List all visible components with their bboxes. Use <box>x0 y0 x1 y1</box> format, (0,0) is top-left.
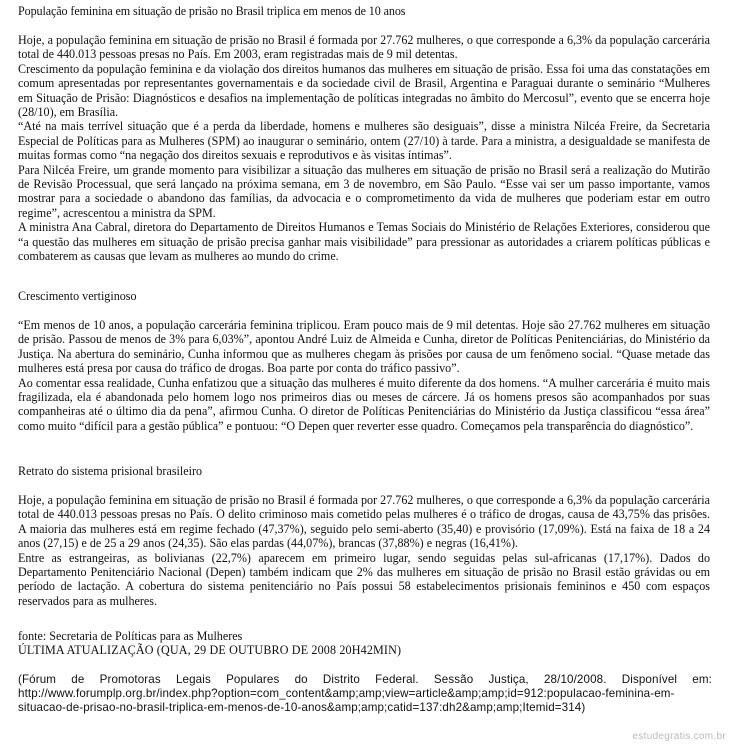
paragraph: “Em menos de 10 anos, a população carcerária feminina triplicou. Eram pouco mais de 9 mil detentas. Hoje são 27.762 mulheres em situação de prisão. Passou de menos de 3% para 6,03%”, apontou André Luiz de Almeida e Cunha, diretor de Políticas Penitenciárias, do Ministério da Justiça. Na abertura do seminário, Cunha informou que as mulheres chegam às prisões por causa de um fenômeno social. “Quase metade das mulheres está presa por causa do tráfico de drogas. Boa parte por conta do tráfico passivo”. <box>18 318 710 376</box>
paragraph: Entre as estrangeiras, as bolivianas (22,7%) aparecem em primeiro lugar, sendo seguidas pelas sul-africanas (17,17%). Dados do Departamento Penitenciário Nacional (Depen) também indicam que 2% das mulheres em situação de prisão no Brasil estão grávidas ou em período de lactação. A cobertura do sistema penitenciário no País possui 58 estabelecimentos prisionais femininos e 450 com espaços reservados para as mulheres. <box>18 550 710 608</box>
reference-text: (Fórum de Promotoras Legais Populares do Distrito Federal. Sessão Justiça, 28/10/2008. Disponível em: http://www.forumplp.org.br/index.php?option=com_content&amp;amp;view=article&amp;amp;id=912:populacao-feminina-em-situacao-de-prisao-no-brasil-triplica-em-menos-de-10-anos&amp;amp;catid=137:dh2&amp;amp;Itemid=314) <box>18 673 712 714</box>
paragraph: Para Nilcéa Freire, um grande momento para visibilizar a situação das mulheres em situação de prisão no Brasil será a realização do Mutirão de Revisão Processual, que será lançado na próxima semana, em 3 de novembro, em São Paulo. “Esse vai ser um passo importante, vamos mostrar para a sociedade o abandono das famílias, da advocacia e o comprometimento da vida de mulheres que poderiam estar em outro regime”, acrescentou a ministra da SPM. <box>18 162 710 220</box>
paragraph: A ministra Ana Cabral, diretora do Departamento de Direitos Humanos e Temas Sociais do Ministério de Relações Exteriores, considerou que “a questão das mulheres em situação de prisão precisa ganhar mais visibilidade” para pressionar as autoridades a criarem políticas públicas e combaterem as causas que levam as mulheres ao mundo do crime. <box>18 220 710 264</box>
intro-section <box>18 33 710 264</box>
paragraph: Ao comentar essa realidade, Cunha enfatizou que a situação das mulheres é muito diferente da dos homens. “A mulher carcerária é muito mais fragilizada, ela é abandonada pelo homem logo nos primeiros dias ou meses de cárcere. Já os homens presos são acompanhados por suas companheiras até o último dia da pena”, afirmou Cunha. O diretor de Políticas Penitenciárias do Ministério da Justiça classificou “essa área” como muito “difícil para a gestão pública” e pontuou: “O Depen quer reverter esse quadro. Começamos pela transparência do diagnóstico”. <box>18 375 710 433</box>
section-crescimento <box>18 318 710 433</box>
section-heading-retrato: Retrato do sistema prisional brasileiro <box>18 464 203 478</box>
paragraph: Crescimento da população feminina e da violação dos direitos humanos das mulheres em situação de prisão. Essa foi uma das constatações em comum apresentadas por representantes governamentais e da sociedade civil de Brasil, Argentina e Paraguai durante o seminário “Mulheres em Situação de Prisão: Diagnósticos e desafios na implementação de políticas integradas no âmbito do Mercosul”, evento que se encerra hoje (28/10), em Brasília. <box>18 61 710 120</box>
last-update: ÚLTIMA ATUALIZAÇÃO (QUA, 29 DE OUTUBRO DE 2008 20H42MIN) <box>18 643 402 657</box>
section-heading-crescimento: Crescimento vertiginoso <box>18 289 137 303</box>
reference-citation <box>18 673 712 715</box>
paragraph: Hoje, a população feminina em situação de prisão no Brasil é formada por 27.762 mulheres, o que corresponde a 6,3% da população carcerária total de 440.013 pessoas presas no País. Em 2003, eram registradas mais de 9 mil detentas. <box>18 33 710 62</box>
paragraph: “Até na mais terrível situação que é a perda da liberdade, homens e mulheres são desiguais”, disse a ministra Nilcéa Freire, da Secretaria Especial de Políticas para as Mulheres (SPM) ao inaugurar o seminário, ontem (27/10) à tarde. Para a ministra, a desigualdade se manifesta de muitas formas como “na negação dos direitos sexuais e reprodutivos e às visitas íntimas”. <box>18 119 710 163</box>
section-retrato <box>18 493 710 608</box>
source-line: fonte: Secretaria de Políticas para as Mulheres <box>18 629 243 643</box>
paragraph: Hoje, a população feminina em situação de prisão no Brasil é formada por 27.762 mulheres, o que corresponde a 6,3% da população carcerária total de 440.013 pessoas presas no País. O delito criminoso mais cometido pelas mulheres é o tráfico de drogas, causa de 43,75% das prisões. A maioria das mulheres está em regime fechado (47,37%), seguido pelo semi-aberto (35,40) e provisório (17,09%). Está na faixa de 18 a 24 anos (27,15) e de 25 a 29 anos (24,35). São elas pardas (44,07%), brancas (37,88%) e negras (16,41%). <box>18 493 710 551</box>
site-watermark: estudegratis.com.br <box>632 730 726 742</box>
article-title: População feminina em situação de prisão no Brasil triplica em menos de 10 anos <box>18 4 406 18</box>
